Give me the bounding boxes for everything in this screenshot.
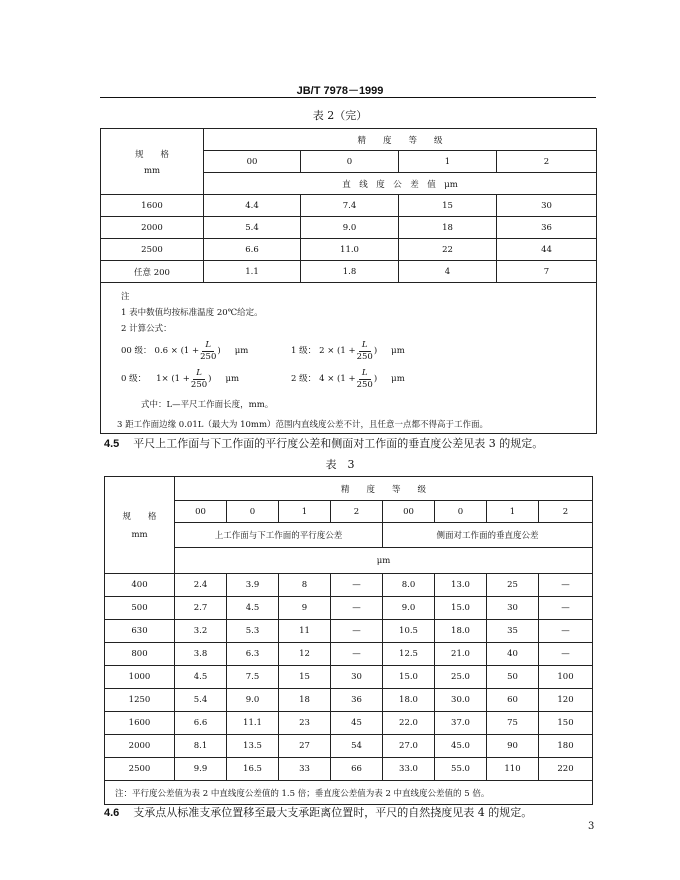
table-cell: 45.0 bbox=[435, 735, 487, 758]
formula-unit: μm bbox=[391, 346, 405, 356]
fraction-numerator: L bbox=[193, 368, 205, 380]
table-cell: 3.9 bbox=[227, 574, 279, 597]
formula-1-prefix: 2 × (1 + bbox=[319, 346, 356, 356]
table-cell: 27.0 bbox=[383, 735, 435, 758]
table-cell: 25.0 bbox=[435, 666, 487, 689]
formula-close: ) bbox=[373, 346, 378, 356]
table-cell: 13.0 bbox=[435, 574, 487, 597]
grade-header: 2 bbox=[331, 501, 383, 523]
table3 bbox=[104, 476, 593, 805]
unit-label: mm bbox=[143, 165, 161, 176]
formula-row-2 bbox=[121, 365, 596, 393]
formula-row-1 bbox=[121, 337, 596, 365]
table-cell: — bbox=[539, 620, 593, 643]
grade-header: 00 bbox=[175, 501, 227, 523]
table-cell: 18 bbox=[399, 217, 497, 239]
formula-1-label: 1 级： bbox=[291, 346, 317, 356]
table-row bbox=[105, 689, 593, 712]
formula-00-prefix: 0.6 × (1 + bbox=[154, 346, 200, 356]
fraction bbox=[191, 368, 207, 391]
header-rule bbox=[100, 97, 596, 98]
table-cell: 2.4 bbox=[175, 574, 227, 597]
table-row bbox=[105, 758, 593, 781]
table-cell: 1.1 bbox=[204, 261, 301, 283]
section-number: 4.6 bbox=[104, 807, 120, 819]
note-1: 1 表中数值均按标准温度 20℃给定。 bbox=[121, 308, 263, 318]
table-cell: 6.6 bbox=[175, 712, 227, 735]
table-cell: 2000 bbox=[101, 217, 204, 239]
formula-close: ) bbox=[373, 374, 378, 384]
table-cell: 18.0 bbox=[383, 689, 435, 712]
table-cell: 4 bbox=[399, 261, 497, 283]
formula-unit: μm bbox=[225, 374, 240, 384]
section-number: 4.5 bbox=[104, 438, 120, 450]
table-cell: 7.5 bbox=[227, 666, 279, 689]
table-cell: 60 bbox=[487, 689, 539, 712]
table-cell: 25 bbox=[487, 574, 539, 597]
table-cell: 400 bbox=[105, 574, 175, 597]
table-cell: 7 bbox=[497, 261, 597, 283]
section-4-5 bbox=[104, 435, 543, 451]
table-cell: 55.0 bbox=[435, 758, 487, 781]
table-cell: 36 bbox=[331, 689, 383, 712]
table-cell: 6.6 bbox=[204, 239, 301, 261]
spec-header-cell bbox=[101, 129, 204, 195]
grade-header: 1 bbox=[279, 501, 331, 523]
table-cell: 15 bbox=[279, 666, 331, 689]
document-header-code: JB/T 7978－1999 bbox=[296, 85, 384, 97]
table-cell: 220 bbox=[539, 758, 593, 781]
table-cell: 30 bbox=[331, 666, 383, 689]
table-cell: 9.9 bbox=[175, 758, 227, 781]
table-cell: 7.4 bbox=[301, 195, 399, 217]
table-cell: — bbox=[331, 620, 383, 643]
table-cell: 6.3 bbox=[227, 643, 279, 666]
table-cell: 100 bbox=[539, 666, 593, 689]
table3-note: 注：平行度公差值为表 2 中直线度公差值的 1.5 倍；垂直度公差值为表 2 中直线度公差值的 5 倍。 bbox=[105, 781, 593, 805]
table-cell: 37.0 bbox=[435, 712, 487, 735]
table-cell: — bbox=[331, 574, 383, 597]
table-cell: 45 bbox=[331, 712, 383, 735]
table-cell: 30 bbox=[497, 195, 597, 217]
table3-caption: 表 3 bbox=[325, 458, 355, 471]
table-cell: 21.0 bbox=[435, 643, 487, 666]
group-perpendicularity: 侧面对工作面的垂直度公差 bbox=[383, 523, 593, 548]
table-cell: — bbox=[539, 574, 593, 597]
grade-header: 0 bbox=[435, 501, 487, 523]
table-cell: 12 bbox=[279, 643, 331, 666]
table-cell: 22 bbox=[399, 239, 497, 261]
formula-unit: μm bbox=[391, 374, 405, 384]
table-cell: 150 bbox=[539, 712, 593, 735]
fraction bbox=[357, 368, 373, 391]
page-number: 3 bbox=[588, 821, 595, 832]
table-cell: 23 bbox=[279, 712, 331, 735]
table-cell: 3.8 bbox=[175, 643, 227, 666]
formula-2-prefix: 4 × (1 + bbox=[319, 374, 356, 384]
table-cell: 18 bbox=[279, 689, 331, 712]
grade-header: 1 bbox=[399, 151, 497, 173]
unit-row: μm bbox=[175, 548, 593, 574]
table-cell: 9.0 bbox=[301, 217, 399, 239]
table-row bbox=[105, 620, 593, 643]
table-cell: 1.8 bbox=[301, 261, 399, 283]
fraction-numerator: L bbox=[359, 340, 371, 352]
table-cell: 500 bbox=[105, 597, 175, 620]
fraction bbox=[200, 340, 216, 363]
grade-title: 精 度 等 级 bbox=[175, 477, 593, 501]
fraction-denominator: 250 bbox=[356, 379, 373, 390]
table-cell: 1600 bbox=[105, 712, 175, 735]
table-row bbox=[101, 217, 597, 239]
formula-2-label: 2 级： bbox=[291, 374, 317, 384]
table-row bbox=[101, 239, 597, 261]
spec-header-cell bbox=[105, 477, 175, 574]
table-cell: — bbox=[331, 597, 383, 620]
table-cell: 18.0 bbox=[435, 620, 487, 643]
table-cell: 30 bbox=[487, 597, 539, 620]
table-cell: 15 bbox=[399, 195, 497, 217]
table-cell: 5.4 bbox=[204, 217, 301, 239]
table-cell: 44 bbox=[497, 239, 597, 261]
group-parallelism: 上工作面与下工作面的平行度公差 bbox=[175, 523, 383, 548]
table-cell: 33.0 bbox=[383, 758, 435, 781]
table-cell: 66 bbox=[331, 758, 383, 781]
fraction-denominator: 250 bbox=[190, 379, 208, 390]
table-cell: 180 bbox=[539, 735, 593, 758]
table-cell: 800 bbox=[105, 643, 175, 666]
table-cell: 1250 bbox=[105, 689, 175, 712]
table-cell: 5.3 bbox=[227, 620, 279, 643]
fraction-numerator: L bbox=[202, 340, 214, 352]
table-cell: 2.7 bbox=[175, 597, 227, 620]
formula-0-label: 0 级： bbox=[121, 374, 147, 384]
formula-00-label: 00 级： bbox=[121, 346, 152, 356]
fraction-numerator: L bbox=[359, 368, 371, 380]
table2 bbox=[100, 128, 597, 434]
note-3: 3 距工作面边缘 0.01L（最大为 10mm）范围内直线度公差不计，且任意一点都不得高于工作面。 bbox=[117, 420, 489, 430]
table-cell: 33 bbox=[279, 758, 331, 781]
table2-caption: 表 2（完） bbox=[312, 109, 368, 122]
fraction-denominator: 250 bbox=[356, 351, 373, 362]
formula-unit: μm bbox=[234, 346, 249, 356]
table-row bbox=[101, 261, 597, 283]
table-cell: 11.1 bbox=[227, 712, 279, 735]
table-cell: 10.5 bbox=[383, 620, 435, 643]
table-cell: 54 bbox=[331, 735, 383, 758]
formula-close: ) bbox=[208, 374, 212, 384]
table-cell: 1000 bbox=[105, 666, 175, 689]
table-cell: 36 bbox=[497, 217, 597, 239]
table-cell: 630 bbox=[105, 620, 175, 643]
table-cell: — bbox=[331, 643, 383, 666]
fraction-denominator: 250 bbox=[200, 351, 217, 362]
fraction bbox=[357, 340, 373, 363]
table-cell: 8.0 bbox=[383, 574, 435, 597]
table-cell: 9.0 bbox=[383, 597, 435, 620]
table-row bbox=[105, 712, 593, 735]
table-cell: 4.5 bbox=[175, 666, 227, 689]
table-cell: 27 bbox=[279, 735, 331, 758]
table-cell: 4.4 bbox=[204, 195, 301, 217]
table-cell: 35 bbox=[487, 620, 539, 643]
table-row bbox=[105, 735, 593, 758]
table-cell: 9.0 bbox=[227, 689, 279, 712]
table-cell: 15.0 bbox=[435, 597, 487, 620]
table-cell: 16.5 bbox=[227, 758, 279, 781]
table-cell: 任意 200 bbox=[101, 261, 204, 283]
spec-label: 规 格 bbox=[122, 512, 157, 522]
table-cell: 120 bbox=[539, 689, 593, 712]
table-cell: 11.0 bbox=[301, 239, 399, 261]
table-cell: 30.0 bbox=[435, 689, 487, 712]
table-cell: 15.0 bbox=[383, 666, 435, 689]
section-text: 平尺上工作面与下工作面的平行度公差和侧面对工作面的垂直度公差见表 3 的规定。 bbox=[133, 437, 544, 450]
formula-close: ) bbox=[217, 346, 221, 356]
table-cell: 3.2 bbox=[175, 620, 227, 643]
grade-title: 精 度 等 级 bbox=[204, 129, 597, 151]
table-cell: 11 bbox=[279, 620, 331, 643]
spec-label: 规 格 bbox=[134, 149, 169, 160]
table-cell: 12.5 bbox=[383, 643, 435, 666]
table-cell: 9 bbox=[279, 597, 331, 620]
formula-0-prefix: 1× (1 + bbox=[156, 374, 190, 384]
table-cell: 22.0 bbox=[383, 712, 435, 735]
table-row bbox=[105, 597, 593, 620]
table-cell: — bbox=[539, 597, 593, 620]
table-cell: 50 bbox=[487, 666, 539, 689]
table-cell: 1600 bbox=[101, 195, 204, 217]
notes-title: 注 bbox=[121, 292, 130, 302]
table-cell: 5.4 bbox=[175, 689, 227, 712]
table-cell: — bbox=[539, 643, 593, 666]
table2-notes bbox=[101, 283, 597, 434]
table-cell: 4.5 bbox=[227, 597, 279, 620]
note-2: 2 计算公式： bbox=[121, 324, 172, 334]
table-cell: 2500 bbox=[101, 239, 204, 261]
table-cell: 8 bbox=[279, 574, 331, 597]
table-cell: 13.5 bbox=[227, 735, 279, 758]
table-cell: 8.1 bbox=[175, 735, 227, 758]
grade-header: 00 bbox=[204, 151, 301, 173]
table-row bbox=[105, 574, 593, 597]
table-cell: 40 bbox=[487, 643, 539, 666]
table-cell: 110 bbox=[487, 758, 539, 781]
section-4-6 bbox=[104, 804, 532, 820]
table-cell: 75 bbox=[487, 712, 539, 735]
grade-header: 2 bbox=[497, 151, 597, 173]
section-text: 支承点从标准支承位置移至最大支承距离位置时，平尺的自然挠度见表 4 的规定。 bbox=[133, 806, 533, 819]
table-cell: 2000 bbox=[105, 735, 175, 758]
table-cell: 2500 bbox=[105, 758, 175, 781]
table-row bbox=[101, 195, 597, 217]
unit-label: mm bbox=[131, 530, 148, 540]
grade-header: 0 bbox=[301, 151, 399, 173]
grade-header: 0 bbox=[227, 501, 279, 523]
grade-header: 2 bbox=[539, 501, 593, 523]
grade-header: 1 bbox=[487, 501, 539, 523]
table-row bbox=[105, 666, 593, 689]
tolerance-label: 直 线 度 公 差 值 μm bbox=[204, 173, 597, 195]
table-cell: 90 bbox=[487, 735, 539, 758]
table-row bbox=[105, 643, 593, 666]
grade-header: 00 bbox=[383, 501, 435, 523]
formula-where: 式中：L—平尺工作面长度，mm。 bbox=[141, 400, 274, 410]
